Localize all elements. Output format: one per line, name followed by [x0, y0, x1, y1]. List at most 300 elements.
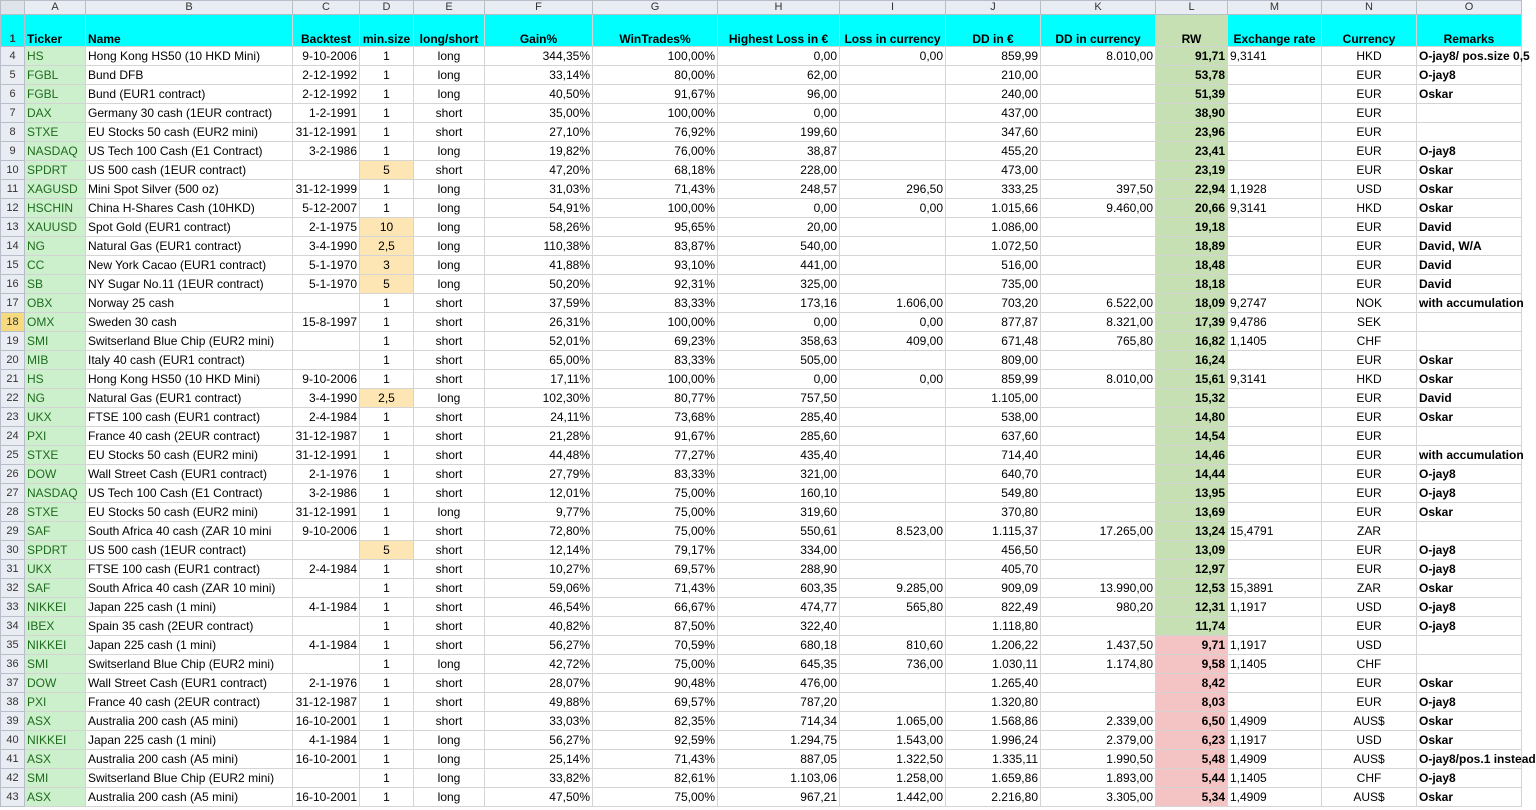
- dd-currency-cell[interactable]: 1.174,80: [1041, 655, 1156, 674]
- highest-loss-cell[interactable]: 228,00: [718, 161, 840, 180]
- row-header[interactable]: 15: [1, 256, 25, 275]
- long-short-cell[interactable]: long: [414, 47, 485, 66]
- column-header-l[interactable]: L: [1156, 1, 1228, 15]
- name-cell[interactable]: South Africa 40 cash (ZAR 10 mini: [86, 522, 293, 541]
- long-short-cell[interactable]: short: [414, 465, 485, 484]
- ticker-cell[interactable]: DOW: [25, 465, 86, 484]
- rw-cell[interactable]: 9,71: [1156, 636, 1228, 655]
- backtest-cell[interactable]: 2-1-1976: [293, 674, 360, 693]
- gain-cell[interactable]: 344,35%: [485, 47, 593, 66]
- ticker-cell[interactable]: NG: [25, 389, 86, 408]
- backtest-cell[interactable]: 3-4-1990: [293, 389, 360, 408]
- name-cell[interactable]: Australia 200 cash (A5 mini): [86, 788, 293, 807]
- dd-eur-cell[interactable]: 1.105,00: [946, 389, 1041, 408]
- dd-eur-cell[interactable]: 1.320,80: [946, 693, 1041, 712]
- dd-eur-cell[interactable]: 1.115,37: [946, 522, 1041, 541]
- win-trades-cell[interactable]: 90,48%: [593, 674, 718, 693]
- rw-cell[interactable]: 91,71: [1156, 47, 1228, 66]
- highest-loss-cell[interactable]: 0,00: [718, 47, 840, 66]
- ticker-cell[interactable]: FGBL: [25, 85, 86, 104]
- remarks-cell[interactable]: Oskar: [1417, 731, 1522, 750]
- min-size-cell[interactable]: 1: [360, 104, 414, 123]
- row-header[interactable]: 30: [1, 541, 25, 560]
- name-cell[interactable]: Wall Street Cash (EUR1 contract): [86, 674, 293, 693]
- rw-cell[interactable]: 13,69: [1156, 503, 1228, 522]
- min-size-cell[interactable]: 1: [360, 693, 414, 712]
- remarks-cell[interactable]: [1417, 313, 1522, 332]
- currency-cell[interactable]: CHF: [1322, 769, 1417, 788]
- remarks-cell[interactable]: Oskar: [1417, 674, 1522, 693]
- loss-currency-cell[interactable]: 1.442,00: [840, 788, 946, 807]
- gain-cell[interactable]: 58,26%: [485, 218, 593, 237]
- exchange-rate-cell[interactable]: [1228, 389, 1322, 408]
- exchange-rate-cell[interactable]: [1228, 142, 1322, 161]
- row-header[interactable]: 17: [1, 294, 25, 313]
- currency-cell[interactable]: HKD: [1322, 199, 1417, 218]
- loss-currency-cell[interactable]: [840, 674, 946, 693]
- rw-cell[interactable]: 14,54: [1156, 427, 1228, 446]
- currency-cell[interactable]: EUR: [1322, 617, 1417, 636]
- currency-cell[interactable]: ZAR: [1322, 522, 1417, 541]
- win-trades-cell[interactable]: 87,50%: [593, 617, 718, 636]
- row-header[interactable]: 12: [1, 199, 25, 218]
- gain-cell[interactable]: 56,27%: [485, 731, 593, 750]
- highest-loss-cell[interactable]: 0,00: [718, 313, 840, 332]
- ticker-cell[interactable]: SAF: [25, 579, 86, 598]
- remarks-cell[interactable]: O-jay8: [1417, 693, 1522, 712]
- dd-eur-cell[interactable]: 735,00: [946, 275, 1041, 294]
- rw-cell[interactable]: 12,53: [1156, 579, 1228, 598]
- backtest-cell[interactable]: 2-4-1984: [293, 408, 360, 427]
- min-size-cell[interactable]: 1: [360, 370, 414, 389]
- min-size-cell[interactable]: 1: [360, 712, 414, 731]
- win-trades-cell[interactable]: 75,00%: [593, 522, 718, 541]
- column-header-c[interactable]: C: [293, 1, 360, 15]
- highest-loss-cell[interactable]: 476,00: [718, 674, 840, 693]
- dd-eur-cell[interactable]: 640,70: [946, 465, 1041, 484]
- dd-eur-cell[interactable]: 877,87: [946, 313, 1041, 332]
- column-header-b[interactable]: B: [86, 1, 293, 15]
- loss-currency-cell[interactable]: 9.285,00: [840, 579, 946, 598]
- backtest-cell[interactable]: 31-12-1991: [293, 503, 360, 522]
- ticker-cell[interactable]: NIKKEI: [25, 731, 86, 750]
- min-size-cell[interactable]: 1: [360, 655, 414, 674]
- loss-currency-cell[interactable]: [840, 446, 946, 465]
- highest-loss-cell[interactable]: 0,00: [718, 199, 840, 218]
- win-trades-cell[interactable]: 75,00%: [593, 503, 718, 522]
- backtest-cell[interactable]: 2-12-1992: [293, 85, 360, 104]
- long-short-cell[interactable]: short: [414, 541, 485, 560]
- dd-eur-cell[interactable]: 437,00: [946, 104, 1041, 123]
- ticker-cell[interactable]: STXE: [25, 446, 86, 465]
- exchange-rate-cell[interactable]: 1,1917: [1228, 598, 1322, 617]
- name-cell[interactable]: US 500 cash (1EUR contract): [86, 541, 293, 560]
- dd-currency-cell[interactable]: [1041, 142, 1156, 161]
- remarks-cell[interactable]: O-jay8: [1417, 617, 1522, 636]
- exchange-rate-cell[interactable]: [1228, 503, 1322, 522]
- column-header-k[interactable]: K: [1041, 1, 1156, 15]
- name-cell[interactable]: US 500 cash (1EUR contract): [86, 161, 293, 180]
- rw-cell[interactable]: 53,78: [1156, 66, 1228, 85]
- long-short-cell[interactable]: short: [414, 522, 485, 541]
- long-short-cell[interactable]: short: [414, 693, 485, 712]
- name-cell[interactable]: China H-Shares Cash (10HKD): [86, 199, 293, 218]
- exchange-rate-cell[interactable]: 15,4791: [1228, 522, 1322, 541]
- highest-loss-cell[interactable]: 248,57: [718, 180, 840, 199]
- min-size-cell[interactable]: 1: [360, 503, 414, 522]
- backtest-cell[interactable]: 16-10-2001: [293, 712, 360, 731]
- loss-currency-cell[interactable]: [840, 275, 946, 294]
- dd-eur-cell[interactable]: 1.206,22: [946, 636, 1041, 655]
- highest-loss-cell[interactable]: 319,60: [718, 503, 840, 522]
- currency-cell[interactable]: EUR: [1322, 484, 1417, 503]
- dd-eur-cell[interactable]: 240,00: [946, 85, 1041, 104]
- loss-currency-cell[interactable]: [840, 693, 946, 712]
- dd-eur-cell[interactable]: 1.030,11: [946, 655, 1041, 674]
- dd-eur-cell[interactable]: 809,00: [946, 351, 1041, 370]
- remarks-cell[interactable]: [1417, 123, 1522, 142]
- win-trades-cell[interactable]: 76,92%: [593, 123, 718, 142]
- name-cell[interactable]: Switserland Blue Chip (EUR2 mini): [86, 655, 293, 674]
- dd-currency-cell[interactable]: [1041, 427, 1156, 446]
- rw-cell[interactable]: 51,39: [1156, 85, 1228, 104]
- row-header[interactable]: 25: [1, 446, 25, 465]
- backtest-cell[interactable]: 16-10-2001: [293, 750, 360, 769]
- exchange-rate-cell[interactable]: [1228, 123, 1322, 142]
- exchange-rate-cell[interactable]: [1228, 275, 1322, 294]
- long-short-cell[interactable]: long: [414, 256, 485, 275]
- remarks-cell[interactable]: [1417, 332, 1522, 351]
- ticker-cell[interactable]: ASX: [25, 750, 86, 769]
- min-size-cell[interactable]: 1: [360, 180, 414, 199]
- exchange-rate-cell[interactable]: [1228, 237, 1322, 256]
- remarks-cell[interactable]: Oskar: [1417, 579, 1522, 598]
- long-short-cell[interactable]: short: [414, 294, 485, 313]
- currency-cell[interactable]: EUR: [1322, 408, 1417, 427]
- gain-cell[interactable]: 27,79%: [485, 465, 593, 484]
- loss-currency-cell[interactable]: [840, 123, 946, 142]
- row-header[interactable]: 20: [1, 351, 25, 370]
- exchange-rate-cell[interactable]: [1228, 560, 1322, 579]
- highest-loss-cell[interactable]: 358,63: [718, 332, 840, 351]
- remarks-cell[interactable]: David: [1417, 256, 1522, 275]
- dd-eur-cell[interactable]: 1.996,24: [946, 731, 1041, 750]
- backtest-cell[interactable]: [293, 351, 360, 370]
- remarks-cell[interactable]: O-jay8: [1417, 142, 1522, 161]
- win-trades-cell[interactable]: 80,00%: [593, 66, 718, 85]
- loss-currency-cell[interactable]: 296,50: [840, 180, 946, 199]
- gain-cell[interactable]: 25,14%: [485, 750, 593, 769]
- exchange-rate-cell[interactable]: 1,1405: [1228, 332, 1322, 351]
- loss-currency-cell[interactable]: [840, 85, 946, 104]
- win-trades-cell[interactable]: 100,00%: [593, 47, 718, 66]
- min-size-cell[interactable]: 3: [360, 256, 414, 275]
- backtest-cell[interactable]: 5-1-1970: [293, 275, 360, 294]
- row-header[interactable]: 36: [1, 655, 25, 674]
- header-ticker[interactable]: Ticker: [25, 15, 86, 47]
- exchange-rate-cell[interactable]: 9,2747: [1228, 294, 1322, 313]
- row-header[interactable]: 31: [1, 560, 25, 579]
- dd-currency-cell[interactable]: [1041, 66, 1156, 85]
- highest-loss-cell[interactable]: 322,40: [718, 617, 840, 636]
- rw-cell[interactable]: 16,82: [1156, 332, 1228, 351]
- exchange-rate-cell[interactable]: 1,1405: [1228, 655, 1322, 674]
- long-short-cell[interactable]: short: [414, 484, 485, 503]
- ticker-cell[interactable]: SMI: [25, 769, 86, 788]
- name-cell[interactable]: Spot Gold (EUR1 contract): [86, 218, 293, 237]
- backtest-cell[interactable]: 3-2-1986: [293, 484, 360, 503]
- remarks-cell[interactable]: O-jay8: [1417, 541, 1522, 560]
- min-size-cell[interactable]: 1: [360, 47, 414, 66]
- ticker-cell[interactable]: SMI: [25, 332, 86, 351]
- win-trades-cell[interactable]: 75,00%: [593, 484, 718, 503]
- name-cell[interactable]: Hong Kong HS50 (10 HKD Mini): [86, 370, 293, 389]
- min-size-cell[interactable]: 1: [360, 484, 414, 503]
- dd-currency-cell[interactable]: 8.010,00: [1041, 370, 1156, 389]
- dd-currency-cell[interactable]: 980,20: [1041, 598, 1156, 617]
- name-cell[interactable]: NY Sugar No.11 (1EUR contract): [86, 275, 293, 294]
- dd-currency-cell[interactable]: [1041, 446, 1156, 465]
- rw-cell[interactable]: 13,95: [1156, 484, 1228, 503]
- name-cell[interactable]: Sweden 30 cash: [86, 313, 293, 332]
- highest-loss-cell[interactable]: 967,21: [718, 788, 840, 807]
- rw-cell[interactable]: 23,41: [1156, 142, 1228, 161]
- highest-loss-cell[interactable]: 603,35: [718, 579, 840, 598]
- gain-cell[interactable]: 72,80%: [485, 522, 593, 541]
- long-short-cell[interactable]: short: [414, 104, 485, 123]
- row-header[interactable]: 4: [1, 47, 25, 66]
- name-cell[interactable]: Switserland Blue Chip (EUR2 mini): [86, 769, 293, 788]
- highest-loss-cell[interactable]: 20,00: [718, 218, 840, 237]
- exchange-rate-cell[interactable]: [1228, 218, 1322, 237]
- currency-cell[interactable]: EUR: [1322, 161, 1417, 180]
- backtest-cell[interactable]: 4-1-1984: [293, 636, 360, 655]
- row-header[interactable]: 22: [1, 389, 25, 408]
- header-backtest[interactable]: Backtest: [293, 15, 360, 47]
- currency-cell[interactable]: AUS$: [1322, 712, 1417, 731]
- win-trades-cell[interactable]: 83,33%: [593, 465, 718, 484]
- name-cell[interactable]: Hong Kong HS50 (10 HKD Mini): [86, 47, 293, 66]
- loss-currency-cell[interactable]: [840, 560, 946, 579]
- exchange-rate-cell[interactable]: [1228, 674, 1322, 693]
- loss-currency-cell[interactable]: 1.258,00: [840, 769, 946, 788]
- min-size-cell[interactable]: 1: [360, 579, 414, 598]
- gain-cell[interactable]: 33,14%: [485, 66, 593, 85]
- rw-cell[interactable]: 5,44: [1156, 769, 1228, 788]
- long-short-cell[interactable]: short: [414, 332, 485, 351]
- remarks-cell[interactable]: with accumulation: [1417, 294, 1522, 313]
- row-header[interactable]: 18: [1, 313, 25, 332]
- ticker-cell[interactable]: PXI: [25, 693, 86, 712]
- backtest-cell[interactable]: 31-12-1991: [293, 446, 360, 465]
- row-header[interactable]: 26: [1, 465, 25, 484]
- name-cell[interactable]: South Africa 40 cash (ZAR 10 mini): [86, 579, 293, 598]
- name-cell[interactable]: EU Stocks 50 cash (EUR2 mini): [86, 503, 293, 522]
- ticker-cell[interactable]: FGBL: [25, 66, 86, 85]
- header-dd-eur[interactable]: DD in €: [946, 15, 1041, 47]
- ticker-cell[interactable]: NASDAQ: [25, 142, 86, 161]
- dd-eur-cell[interactable]: 1.335,11: [946, 750, 1041, 769]
- win-trades-cell[interactable]: 92,59%: [593, 731, 718, 750]
- ticker-cell[interactable]: DAX: [25, 104, 86, 123]
- long-short-cell[interactable]: short: [414, 446, 485, 465]
- column-header-e[interactable]: E: [414, 1, 485, 15]
- row-header[interactable]: 32: [1, 579, 25, 598]
- dd-currency-cell[interactable]: 17.265,00: [1041, 522, 1156, 541]
- name-cell[interactable]: Bund DFB: [86, 66, 293, 85]
- exchange-rate-cell[interactable]: [1228, 541, 1322, 560]
- remarks-cell[interactable]: [1417, 104, 1522, 123]
- currency-cell[interactable]: EUR: [1322, 351, 1417, 370]
- remarks-cell[interactable]: Oskar: [1417, 503, 1522, 522]
- win-trades-cell[interactable]: 75,00%: [593, 655, 718, 674]
- loss-currency-cell[interactable]: [840, 161, 946, 180]
- highest-loss-cell[interactable]: 645,35: [718, 655, 840, 674]
- gain-cell[interactable]: 31,03%: [485, 180, 593, 199]
- dd-currency-cell[interactable]: [1041, 465, 1156, 484]
- dd-eur-cell[interactable]: 455,20: [946, 142, 1041, 161]
- win-trades-cell[interactable]: 83,33%: [593, 294, 718, 313]
- remarks-cell[interactable]: Oskar: [1417, 370, 1522, 389]
- exchange-rate-cell[interactable]: 1,1917: [1228, 731, 1322, 750]
- dd-currency-cell[interactable]: [1041, 503, 1156, 522]
- long-short-cell[interactable]: long: [414, 769, 485, 788]
- currency-cell[interactable]: EUR: [1322, 503, 1417, 522]
- name-cell[interactable]: Japan 225 cash (1 mini): [86, 731, 293, 750]
- win-trades-cell[interactable]: 68,18%: [593, 161, 718, 180]
- remarks-cell[interactable]: David: [1417, 275, 1522, 294]
- ticker-cell[interactable]: HSCHIN: [25, 199, 86, 218]
- rw-cell[interactable]: 11,74: [1156, 617, 1228, 636]
- currency-cell[interactable]: AUS$: [1322, 750, 1417, 769]
- min-size-cell[interactable]: 1: [360, 199, 414, 218]
- dd-currency-cell[interactable]: 1.990,50: [1041, 750, 1156, 769]
- header-name[interactable]: Name: [86, 15, 293, 47]
- ticker-cell[interactable]: NIKKEI: [25, 636, 86, 655]
- win-trades-cell[interactable]: 82,61%: [593, 769, 718, 788]
- gain-cell[interactable]: 12,01%: [485, 484, 593, 503]
- ticker-cell[interactable]: OMX: [25, 313, 86, 332]
- row-header[interactable]: 13: [1, 218, 25, 237]
- long-short-cell[interactable]: short: [414, 313, 485, 332]
- win-trades-cell[interactable]: 80,77%: [593, 389, 718, 408]
- long-short-cell[interactable]: long: [414, 389, 485, 408]
- backtest-cell[interactable]: 9-10-2006: [293, 370, 360, 389]
- dd-eur-cell[interactable]: 549,80: [946, 484, 1041, 503]
- win-trades-cell[interactable]: 100,00%: [593, 313, 718, 332]
- ticker-cell[interactable]: SB: [25, 275, 86, 294]
- highest-loss-cell[interactable]: 62,00: [718, 66, 840, 85]
- row-header[interactable]: 29: [1, 522, 25, 541]
- loss-currency-cell[interactable]: 409,00: [840, 332, 946, 351]
- loss-currency-cell[interactable]: [840, 408, 946, 427]
- ticker-cell[interactable]: STXE: [25, 123, 86, 142]
- long-short-cell[interactable]: short: [414, 598, 485, 617]
- min-size-cell[interactable]: 1: [360, 123, 414, 142]
- win-trades-cell[interactable]: 70,59%: [593, 636, 718, 655]
- name-cell[interactable]: Japan 225 cash (1 mini): [86, 598, 293, 617]
- currency-cell[interactable]: EUR: [1322, 389, 1417, 408]
- exchange-rate-cell[interactable]: 1,1917: [1228, 636, 1322, 655]
- exchange-rate-cell[interactable]: [1228, 408, 1322, 427]
- backtest-cell[interactable]: 4-1-1984: [293, 598, 360, 617]
- loss-currency-cell[interactable]: 565,80: [840, 598, 946, 617]
- header-win-trades[interactable]: WinTrades%: [593, 15, 718, 47]
- win-trades-cell[interactable]: 83,33%: [593, 351, 718, 370]
- rw-cell[interactable]: 16,24: [1156, 351, 1228, 370]
- long-short-cell[interactable]: short: [414, 674, 485, 693]
- exchange-rate-cell[interactable]: [1228, 617, 1322, 636]
- loss-currency-cell[interactable]: 1.322,50: [840, 750, 946, 769]
- dd-eur-cell[interactable]: 456,50: [946, 541, 1041, 560]
- highest-loss-cell[interactable]: 38,87: [718, 142, 840, 161]
- long-short-cell[interactable]: long: [414, 655, 485, 674]
- win-trades-cell[interactable]: 71,43%: [593, 750, 718, 769]
- gain-cell[interactable]: 44,48%: [485, 446, 593, 465]
- exchange-rate-cell[interactable]: 1,4909: [1228, 788, 1322, 807]
- name-cell[interactable]: Norway 25 cash: [86, 294, 293, 313]
- remarks-cell[interactable]: O-jay8: [1417, 560, 1522, 579]
- highest-loss-cell[interactable]: 160,10: [718, 484, 840, 503]
- currency-cell[interactable]: AUS$: [1322, 788, 1417, 807]
- header-remarks[interactable]: Remarks: [1417, 15, 1522, 47]
- loss-currency-cell[interactable]: [840, 351, 946, 370]
- backtest-cell[interactable]: [293, 161, 360, 180]
- column-header-d[interactable]: D: [360, 1, 414, 15]
- exchange-rate-cell[interactable]: 1,4909: [1228, 712, 1322, 731]
- exchange-rate-cell[interactable]: 1,1928: [1228, 180, 1322, 199]
- long-short-cell[interactable]: short: [414, 560, 485, 579]
- loss-currency-cell[interactable]: [840, 256, 946, 275]
- loss-currency-cell[interactable]: 1.543,00: [840, 731, 946, 750]
- row-header[interactable]: 24: [1, 427, 25, 446]
- rw-cell[interactable]: 23,96: [1156, 123, 1228, 142]
- column-header-a[interactable]: A: [25, 1, 86, 15]
- header-dd-currency[interactable]: DD in currency: [1041, 15, 1156, 47]
- highest-loss-cell[interactable]: 96,00: [718, 85, 840, 104]
- gain-cell[interactable]: 50,20%: [485, 275, 593, 294]
- min-size-cell[interactable]: 1: [360, 522, 414, 541]
- rw-cell[interactable]: 18,18: [1156, 275, 1228, 294]
- dd-currency-cell[interactable]: 2.379,00: [1041, 731, 1156, 750]
- rw-cell[interactable]: 6,50: [1156, 712, 1228, 731]
- ticker-cell[interactable]: UKX: [25, 408, 86, 427]
- dd-currency-cell[interactable]: 1.893,00: [1041, 769, 1156, 788]
- dd-currency-cell[interactable]: 13.990,00: [1041, 579, 1156, 598]
- dd-currency-cell[interactable]: [1041, 275, 1156, 294]
- win-trades-cell[interactable]: 76,00%: [593, 142, 718, 161]
- row-header[interactable]: 28: [1, 503, 25, 522]
- long-short-cell[interactable]: short: [414, 427, 485, 446]
- currency-cell[interactable]: ZAR: [1322, 579, 1417, 598]
- ticker-cell[interactable]: MIB: [25, 351, 86, 370]
- exchange-rate-cell[interactable]: [1228, 693, 1322, 712]
- backtest-cell[interactable]: 5-12-2007: [293, 199, 360, 218]
- gain-cell[interactable]: 37,59%: [485, 294, 593, 313]
- dd-currency-cell[interactable]: [1041, 351, 1156, 370]
- rw-cell[interactable]: 12,31: [1156, 598, 1228, 617]
- column-header-h[interactable]: H: [718, 1, 840, 15]
- min-size-cell[interactable]: 1: [360, 750, 414, 769]
- name-cell[interactable]: Wall Street Cash (EUR1 contract): [86, 465, 293, 484]
- row-header[interactable]: 21: [1, 370, 25, 389]
- gain-cell[interactable]: 40,82%: [485, 617, 593, 636]
- gain-cell[interactable]: 65,00%: [485, 351, 593, 370]
- long-short-cell[interactable]: short: [414, 579, 485, 598]
- dd-eur-cell[interactable]: 822,49: [946, 598, 1041, 617]
- min-size-cell[interactable]: 1: [360, 788, 414, 807]
- remarks-cell[interactable]: [1417, 655, 1522, 674]
